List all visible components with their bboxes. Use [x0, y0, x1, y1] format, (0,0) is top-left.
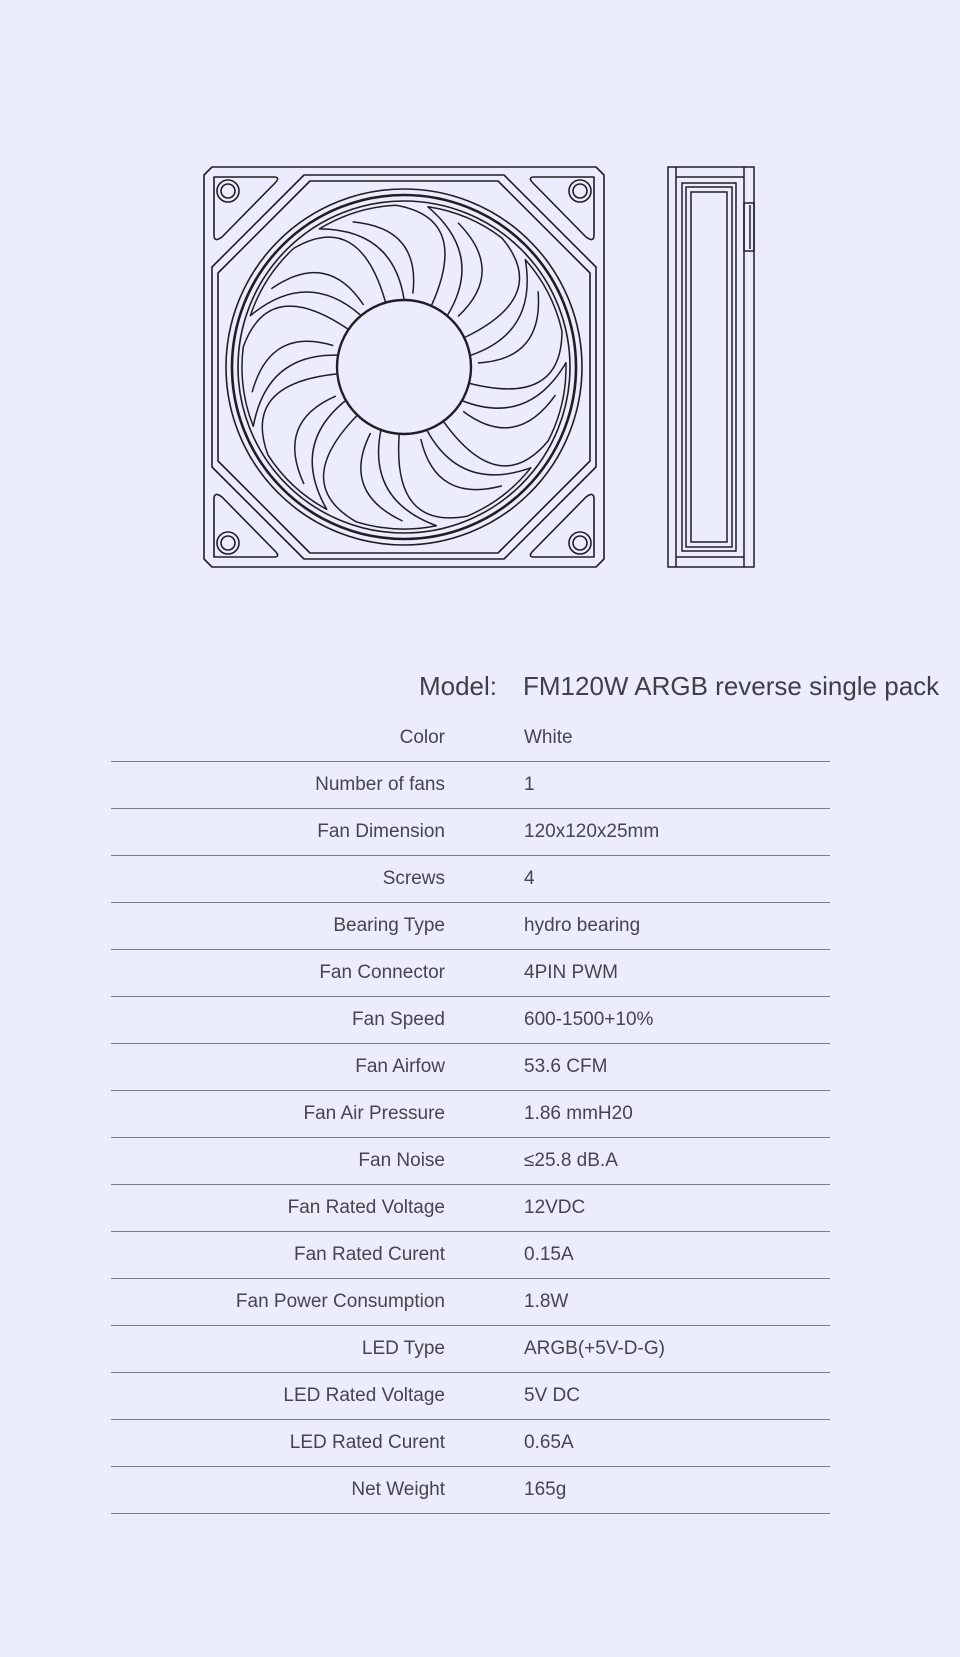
- spec-label: Fan Power Consumption: [235, 1291, 445, 1312]
- spec-row: [111, 809, 830, 856]
- spec-label: Fan Speed: [352, 1009, 445, 1030]
- spec-label: Fan Connector: [319, 962, 445, 983]
- spec-value: ≤25.8 dB.A: [524, 1150, 618, 1171]
- spec-value: 0.15A: [524, 1244, 574, 1265]
- spec-label: Fan Rated Voltage: [287, 1197, 445, 1218]
- spec-label: LED Rated Voltage: [283, 1385, 445, 1406]
- spec-label: LED Rated Curent: [289, 1432, 445, 1453]
- spec-value: hydro bearing: [524, 915, 641, 936]
- spec-value: 1: [524, 774, 535, 795]
- spec-value: 1.86 mmH20: [524, 1103, 633, 1124]
- fan-side-view: [666, 165, 758, 569]
- spec-row: [111, 856, 830, 903]
- fan-blade: [428, 207, 520, 337]
- spec-row: [111, 1091, 830, 1138]
- spec-row: [111, 1138, 830, 1185]
- fan-blade-edge: [421, 439, 502, 490]
- spec-row: [111, 950, 830, 997]
- spec-row: [111, 1044, 830, 1091]
- spec-row: [111, 1232, 830, 1279]
- fan-blade-edge: [478, 291, 539, 363]
- fan-blade: [470, 260, 562, 389]
- fan-blade-edge: [463, 395, 555, 428]
- spec-table: [111, 715, 830, 1514]
- spec-row: [111, 997, 830, 1044]
- spec-value: 12VDC: [524, 1197, 586, 1218]
- spec-row: [111, 1467, 830, 1514]
- spec-value: 5V DC: [524, 1385, 580, 1406]
- spec-label: Fan Air Pressure: [303, 1103, 445, 1124]
- spec-label: Fan Rated Curent: [293, 1244, 445, 1265]
- spec-value: 4: [524, 868, 535, 889]
- spec-value: 0.65A: [524, 1432, 574, 1453]
- model-value: FM120W ARGB reverse single pack: [523, 671, 940, 701]
- spec-value: 120x120x25mm: [524, 821, 660, 842]
- fan-line-drawing: [0, 0, 960, 620]
- spec-label: LED Type: [361, 1338, 445, 1359]
- spec-row: [111, 1279, 830, 1326]
- spec-row: [111, 1326, 830, 1373]
- fan-front-view: [202, 165, 606, 569]
- spec-label: Fan Noise: [358, 1150, 445, 1171]
- spec-label: Number of fans: [315, 774, 445, 795]
- spec-value: 53.6 CFM: [524, 1056, 608, 1077]
- spec-label: Net Weight: [351, 1479, 445, 1500]
- spec-value: 4PIN PWM: [524, 962, 618, 983]
- spec-value: 1.8W: [524, 1291, 569, 1312]
- fan-blade-edge: [271, 273, 363, 305]
- fan-blade: [399, 431, 531, 518]
- spec-label: Fan Airfow: [355, 1056, 445, 1077]
- spec-value: ARGB(+5V-D-G): [524, 1338, 665, 1359]
- spec-label: Fan Dimension: [317, 821, 445, 842]
- spec-label: Bearing Type: [333, 915, 445, 936]
- fan-blade: [242, 306, 348, 426]
- spec-row: [111, 1373, 830, 1420]
- spec-row: [111, 1185, 830, 1232]
- spec-row: [111, 715, 830, 762]
- spec-row: [111, 1420, 830, 1467]
- spec-label: Color: [399, 727, 445, 748]
- model-label: Model:: [418, 671, 497, 701]
- fan-blade-edge: [353, 222, 414, 294]
- spec-label: Screws: [382, 868, 445, 889]
- spec-value: White: [524, 727, 573, 748]
- spec-value: 165g: [524, 1479, 567, 1500]
- spec-row: [111, 903, 830, 950]
- spec-row: [111, 762, 830, 809]
- spec-value: 600-1500+10%: [524, 1009, 654, 1030]
- model-row: [0, 668, 960, 708]
